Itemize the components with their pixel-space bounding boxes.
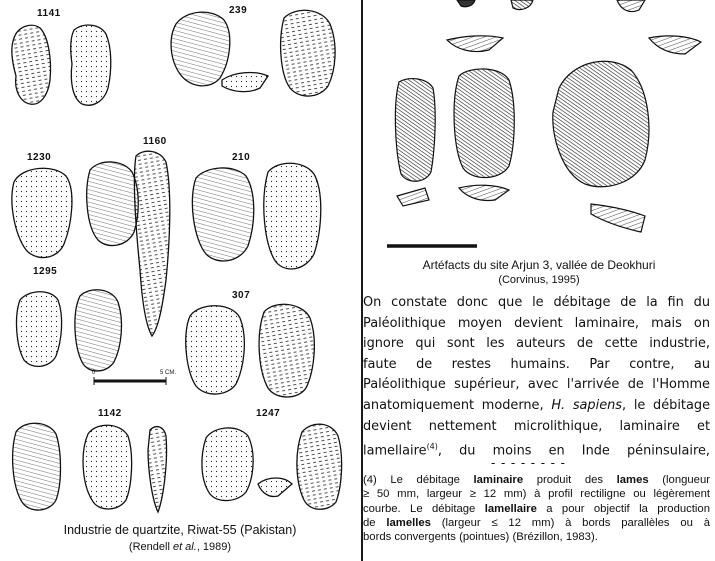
paragraph-text: , du moins en Inde péninsulaire, [437,443,710,459]
artifact-1295 [17,290,122,371]
figure-number-1142: 1142 [98,408,122,419]
paragraph-text: , le débitage [622,397,710,413]
scale-bar [92,370,176,385]
footnote-text: de [363,516,387,529]
figure-number-307: 307 [232,290,251,301]
right-caption-title: Artéfacts du site Arjun 3, vallée de Deokhuri [422,258,656,272]
caption-source-prefix: (Rendell [128,541,173,553]
species-name: H. sapiens [551,397,623,413]
artifact-1247 [202,424,342,509]
paragraph-line [363,396,710,417]
figure-number-239: 239 [229,5,248,16]
footnote-term: laminaire [473,474,524,486]
arjun-blade-left [395,79,435,206]
right-figure-panel [363,0,715,561]
footnote-text: (largeur ≤ 12 mm) à bords parallèles ou à [430,516,710,529]
left-caption-source [0,541,360,553]
artifact-1160 [134,151,169,336]
artifact-1142 [13,423,167,512]
caption-source-suffix: , 1989) [196,541,232,553]
paragraph-line: On constate donc que le débitage de la fin du [363,295,710,310]
paragraph-line: Paléolithique supérieur, avec l'arrivée de l'Homme [363,377,710,393]
paragraph-line: ignore qui sont les auteurs de cette industrie, [363,336,710,352]
footnote-separator: - - - - - - - - [491,455,566,470]
arjun-core-middle [454,69,514,201]
footnote [363,473,710,544]
artifact-307 [186,304,315,397]
quartzite-artifacts-illustration [0,0,360,520]
arjun-artifact-top [447,0,701,54]
footnote-term: lames [616,474,649,486]
figure-number-210: 210 [232,152,251,163]
footnote-term: lamellaire [484,502,537,515]
paragraph-line: faute de restes humains. Par contre, au [363,356,710,372]
footnote-reference: (4) [426,442,438,452]
scale-5cm-label: 5 CM. [160,370,177,376]
figure-number-1160: 1160 [143,136,167,147]
footnote-text: courbe. Le débitage [363,502,485,515]
paragraph-line: devient nettement microlithique, laminaire et [363,418,710,434]
caption-source-et-al: et al. [172,541,197,553]
figure-number-1247: 1247 [256,408,281,419]
footnote-text: (longueur [648,474,711,486]
footnote-line: ≥ 50 mm, largeur ≥ 12 mm) à profil rectiligne ou légèrement [363,488,710,501]
artifact-1230 [12,162,138,258]
footnote-line [363,502,710,516]
artifact-1141 [12,25,111,105]
body-paragraph [363,293,710,462]
artifact-239 [171,10,335,96]
footnote-term: lamelles [386,516,431,529]
artifact-210 [192,163,320,269]
footnote-text: (4) Le débitage [363,474,474,486]
arjun-handaxe-right [553,61,649,232]
left-caption-title: Industrie de quartzite, Riwat-55 (Pakistan) [63,523,297,537]
paragraph-text: lamellaire [363,443,427,459]
paragraph-line: Paléolithique moyen devient laminaire, mais on [363,315,710,331]
footnote-text: a pour objectif la production [536,502,710,515]
footnote-line: bords convergents (pointues) (Brézillon, 1983). [363,531,598,544]
footnote-line [363,473,710,487]
figure-number-1141: 1141 [37,8,61,19]
arjun-artifacts-illustration [363,0,715,256]
footnote-line [363,516,710,530]
footnote-text: produit des [523,474,617,486]
figure-number-1295: 1295 [33,266,58,277]
scale-zero-label: 0 [92,370,96,376]
figure-number-1230: 1230 [27,152,52,163]
right-caption-source: (Corvinus, 1995) [498,274,580,286]
paragraph-text: anatomiquement moderne, [363,397,552,413]
